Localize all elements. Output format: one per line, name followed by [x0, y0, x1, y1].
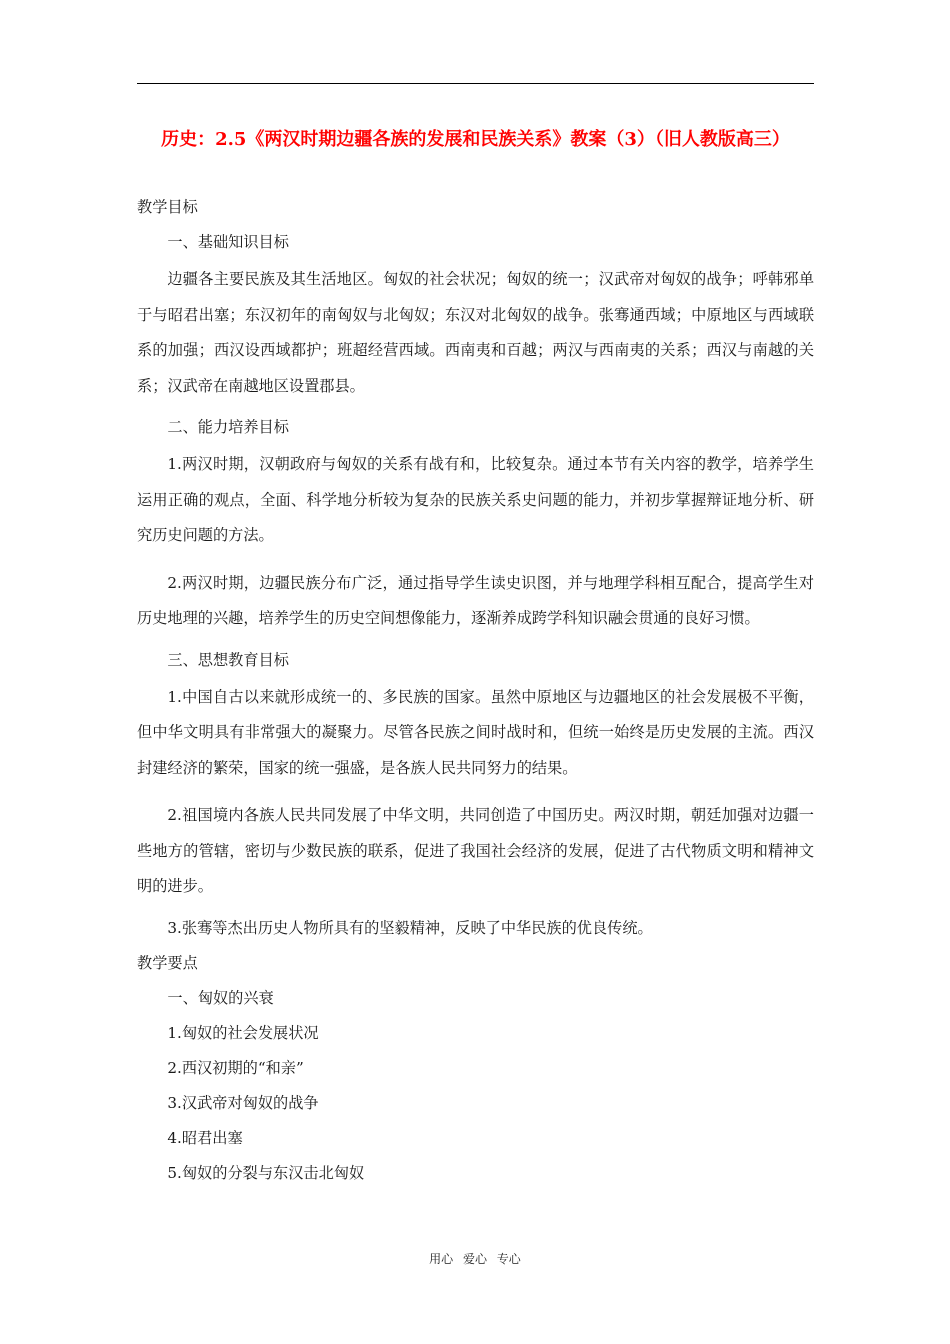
ability-goal-paragraph-2: 2.两汉时期，边疆民族分布广泛，通过指导学生读史识图，并与地理学科相互配合，提高学生对历史地理的兴趣，培养学生的历史空间想像能力，逐渐养成跨学科知识融会贯通的良好习惯。 — [137, 573, 814, 627]
ideology-goal-paragraph-3: 3.张骞等杰出历史人物所具有的坚毅精神，反映了中华民族的优良传统。 — [167, 918, 653, 937]
knowledge-goal-heading: 一、基础知识目标 — [167, 233, 289, 251]
document-title: 历史：2.5《两汉时期边疆各族的发展和民族关系》教案（3）（旧人教版高三） — [161, 129, 790, 150]
list-item: 3.汉武帝对匈奴的战争 — [167, 1093, 319, 1112]
list-item: 1.匈奴的社会发展状况 — [167, 1023, 319, 1042]
ideology-goal-paragraph-1: 1.中国自古以来就形成统一的、多民族的国家。虽然中原地区与边疆地区的社会发展极不平衡，但中华文明具有非常强大的凝聚力。尽管各民族之间时战时和，但统一始终是历史发展的主流。西汉封建经济的繁荣，国家的统一强盛，是各族人民共同努力的结果。 — [137, 687, 814, 777]
knowledge-goal-paragraph: 边疆各主要民族及其生活地区。匈奴的社会状况；匈奴的统一；汉武帝对匈奴的战争；呼韩邪单于与昭君出塞；东汉初年的南匈奴与北匈奴；东汉对北匈奴的战争。张骞通西域；中原地区与西域联系的加强；西汉设西域都护；班超经营西域。西南夷和百越；两汉与西南夷的关系；西汉与南越的关系；汉武帝在南越地区设置郡县。 — [137, 270, 814, 395]
ability-goal-heading: 二、能力培养目标 — [167, 418, 289, 436]
list-item: 2.西汉初期的“和亲” — [167, 1058, 304, 1077]
key-points-heading: 教学要点 — [137, 953, 198, 972]
teaching-goals-heading: 教学目标 — [137, 198, 198, 216]
list-item: 4.昭君出塞 — [167, 1128, 243, 1147]
page-footer: 用心 爱心 专心 — [429, 1252, 521, 1266]
header-rule — [137, 83, 814, 84]
ideology-goal-heading: 三、思想教育目标 — [167, 650, 289, 669]
document-body — [137, 196, 814, 1185]
xiongnu-heading: 一、匈奴的兴衰 — [167, 988, 274, 1007]
ideology-goal-paragraph-2: 2.祖国境内各族人民共同发展了中华文明，共同创造了中国历史。两汉时期，朝廷加强对边疆一些地方的管辖，密切与少数民族的联系，促进了我国社会经济的发展，促进了古代物质文明和精神文明的进步。 — [137, 806, 814, 895]
ability-goal-paragraph-1: 1.两汉时期，汉朝政府与匈奴的关系有战有和，比较复杂。通过本节有关内容的教学，培养学生运用正确的观点，全面、科学地分析较为复杂的民族关系史问题的能力，并初步掌握辩证地分析、研究历史问题的方法。 — [137, 455, 814, 544]
list-item: 5.匈奴的分裂与东汉击北匈奴 — [167, 1163, 365, 1182]
